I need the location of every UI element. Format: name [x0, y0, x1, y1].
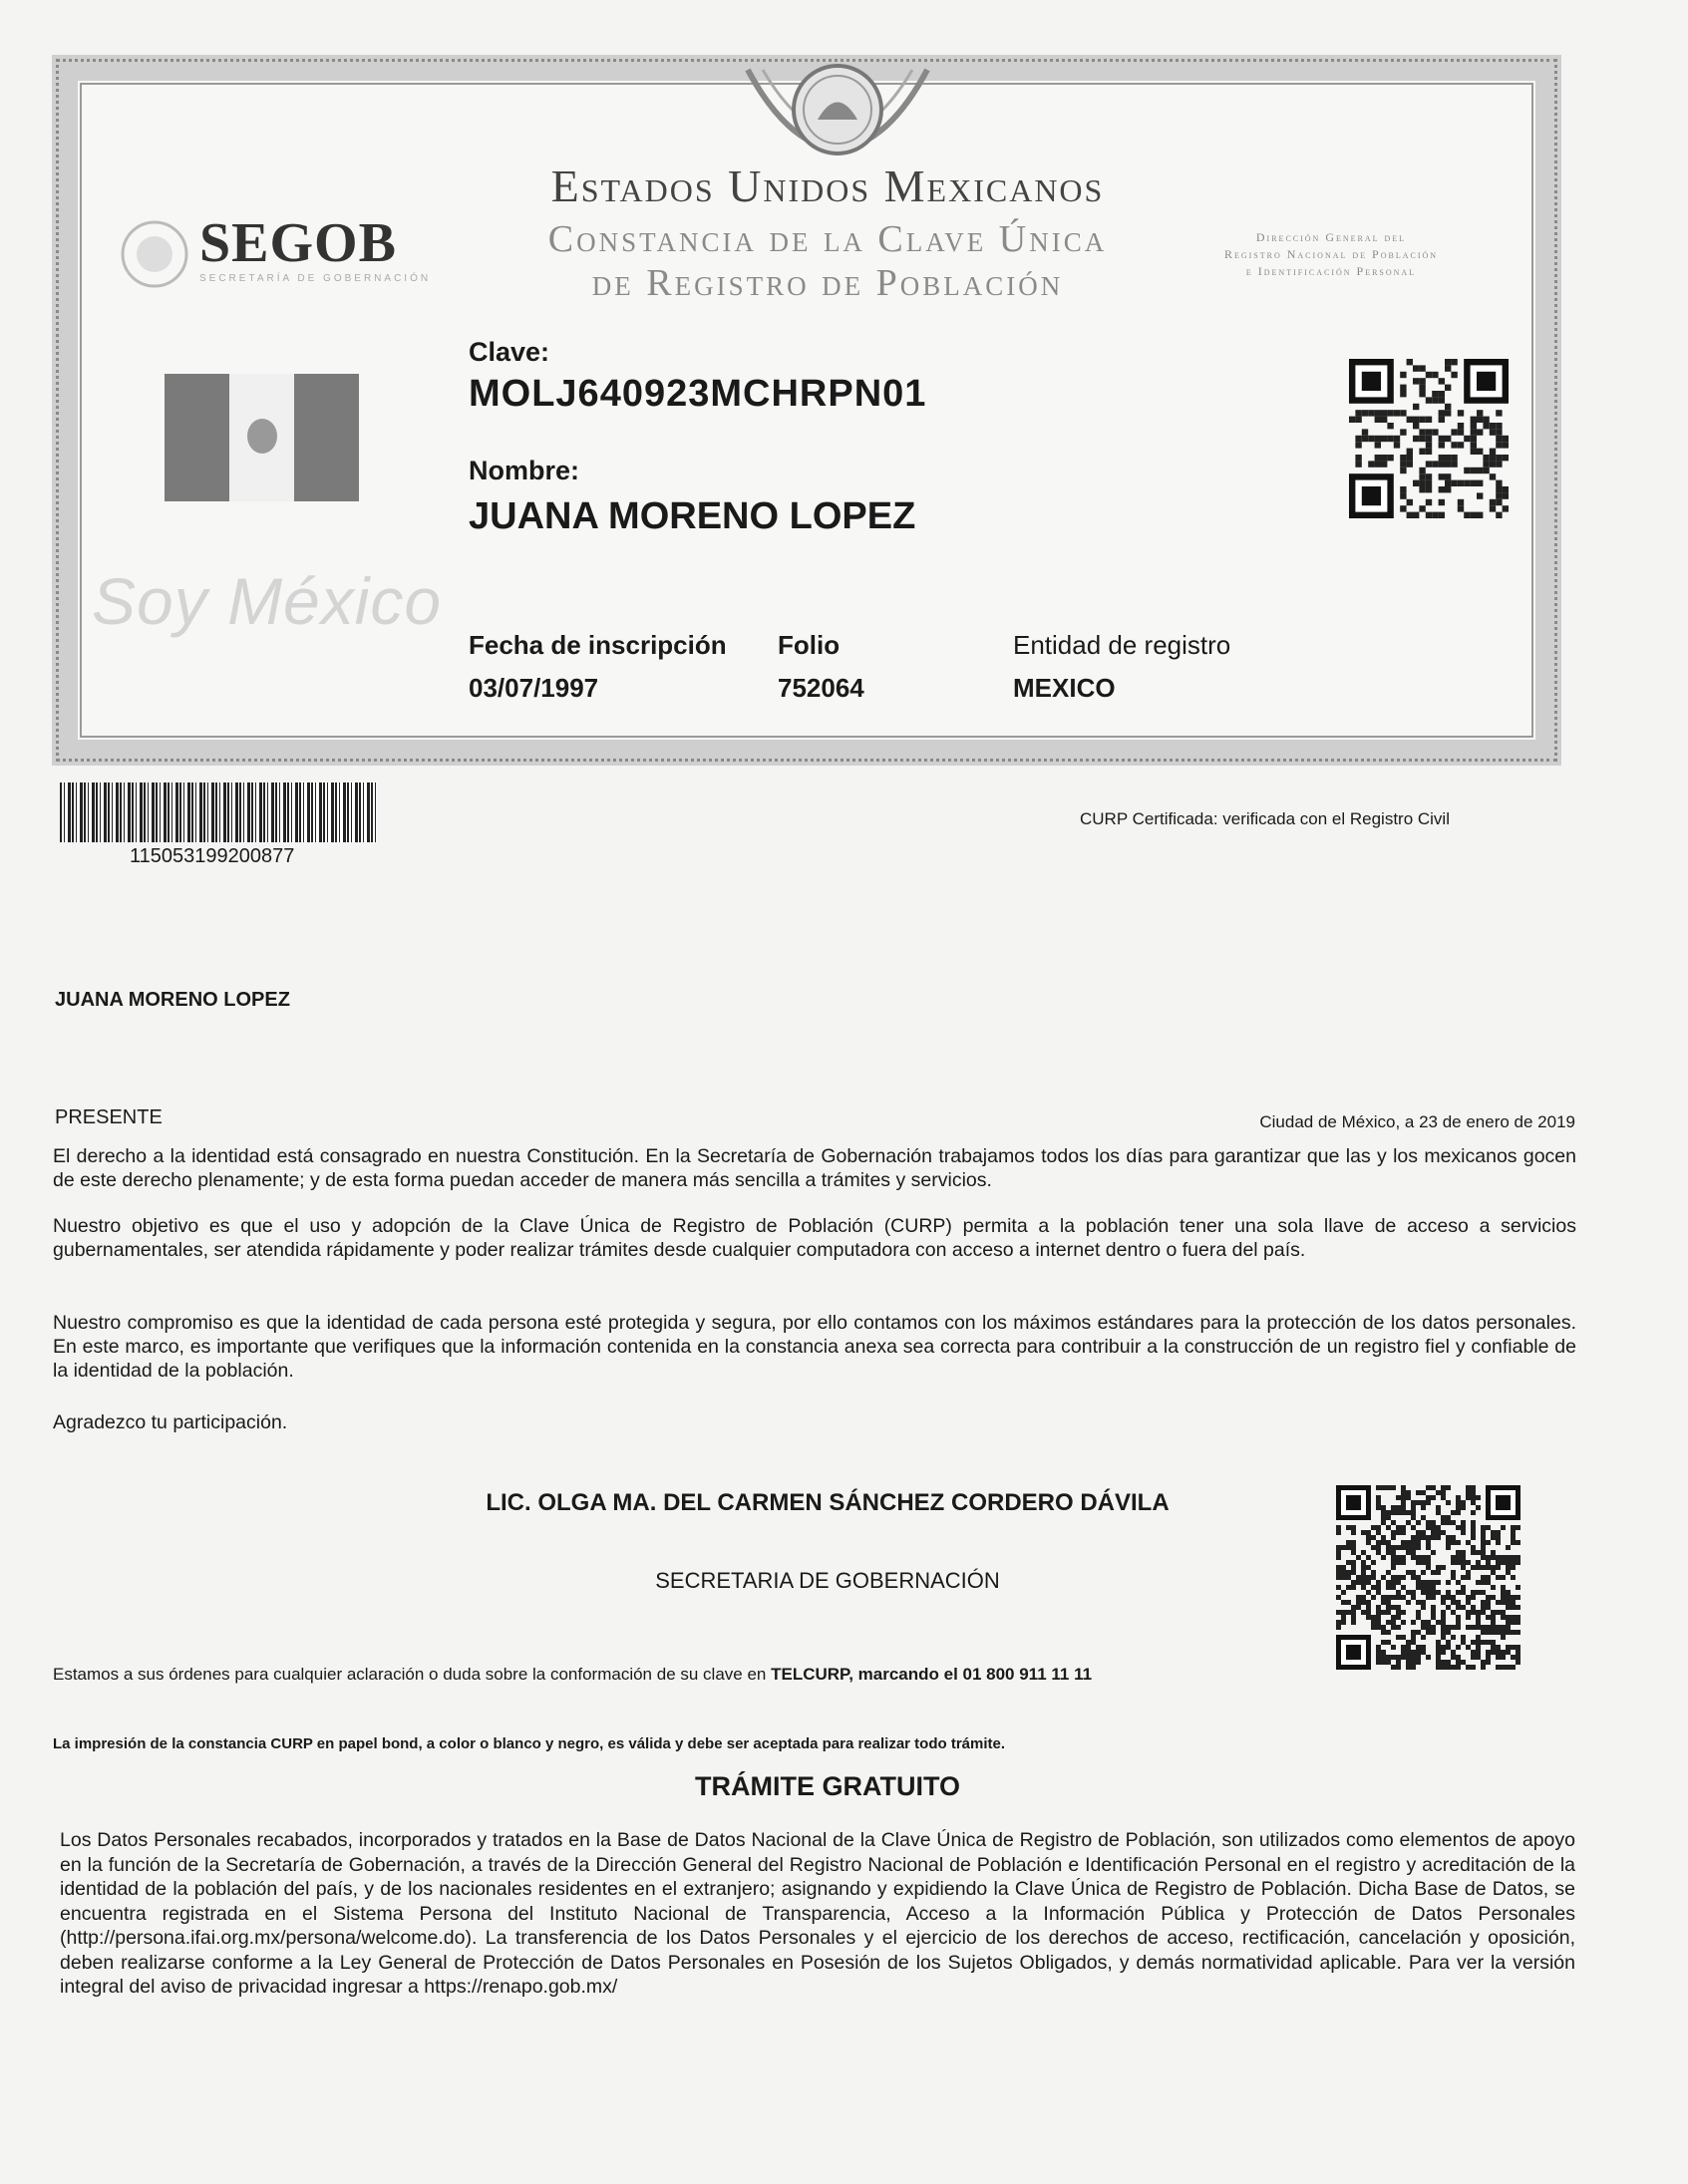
doc-title-line2: de Registro de Población — [591, 262, 1064, 304]
contact-line — [53, 1665, 1092, 1685]
segob-emblem-icon — [110, 214, 199, 294]
fecha-label: Fecha de inscripción — [469, 630, 727, 660]
barcode-number: 115053199200877 — [130, 845, 295, 867]
nombre-label: Nombre: — [469, 456, 580, 485]
folio-value: 752064 — [778, 673, 864, 703]
slogan-watermark: Soy México — [92, 564, 443, 638]
letter-paragraph-1: El derecho a la identidad está consagrado en nuestra Constitución. En la Secretaría de Gobernación trabajamos todos los días para garantizar que las y los mexicanos gocen de este derecho plenamente; y de esta forma puedan acceder de manera más sencilla a trámites y servicios. — [53, 1145, 1576, 1191]
letter-paragraph-3: Nuestro compromiso es que la identidad de cada persona esté protegida y segura, por ello contamos con los máximos estándares para la protección de los datos personales. En este marco, es importante que verifiques que la información contenida en la constancia anexa sea correcta para contribuir a la construcción de un registro fiel y confiable de la identidad de la población. — [53, 1312, 1576, 1382]
qr-code-icon — [1349, 359, 1509, 518]
letter-paragraph-2: Nuestro objetivo es que el uso y adopción de la Clave Única de Registro de Población (CURP) permita a la población tener una sola llave de acceso a servicios gubernamentales, ser atendida rápidamente y poder realizar trámites desde cualquier computadora con acceso a internet dentro o fuera del país. — [53, 1215, 1576, 1261]
direction-line3: e Identificación Personal — [1245, 264, 1417, 278]
folio-label: Folio — [778, 630, 841, 660]
validity-note: La impresión de la constancia CURP en papel bond, a color o blanco y negro, es válida y debe ser aceptada para realizar todo trámite. — [53, 1735, 1006, 1752]
doc-title-line1: Constancia de la Clave Única — [547, 218, 1108, 260]
fecha-value: 03/07/1997 — [469, 673, 599, 703]
entidad-label: Entidad de registro — [1013, 630, 1231, 660]
mexican-flag-icon — [165, 374, 359, 501]
segob-logo: SEGOB — [199, 212, 397, 274]
contact-phone: TELCURP, marcando el 01 800 911 11 11 — [771, 1665, 1093, 1684]
recipient-name: JUANA MORENO LOPEZ — [55, 989, 290, 1011]
signer-name: LIC. OLGA MA. DEL CARMEN SÁNCHEZ CORDERO DÁVILA — [486, 1489, 1170, 1516]
signer-title: SECRETARIA DE GOBERNACIÓN — [655, 1568, 1000, 1593]
clave-label: Clave: — [469, 337, 550, 367]
direction-block — [1172, 229, 1491, 280]
presente-label: PRESENTE — [55, 1106, 163, 1128]
segob-subtitle: SECRETARÍA DE GOBERNACIÓN — [199, 273, 432, 284]
direction-line1: Dirección General del — [1255, 230, 1407, 244]
contact-text: Estamos a sus órdenes para cualquier aclaración o duda sobre la conformación de su clave en — [53, 1665, 767, 1684]
free-procedure: TRÁMITE GRATUITO — [695, 1771, 960, 1801]
certified-note: CURP Certificada: verificada con el Registro Civil — [1080, 809, 1450, 828]
clave-value: MOLJ640923MCHRPN01 — [469, 373, 927, 415]
nombre-value: JUANA MORENO LOPEZ — [469, 495, 916, 537]
entidad-value: MEXICO — [1013, 673, 1116, 703]
signature-qr-code-icon — [1336, 1485, 1520, 1670]
direction-line2: Registro Nacional de Población — [1223, 247, 1439, 261]
privacy-notice: Los Datos Personales recabados, incorporados y tratados en la Base de Datos Nacional de la Clave Única de Registro de Población, son utilizados como elementos de apoyo en la función de la Secretaría de Gobernación, a través de la Dirección General del Registro Nacional de Población e Identificación Personal en el registro y acreditación de la identidad de la población del país, y de los nacionales residentes en el extranjero; asignando y expidiendo la Clave Única de Registro de Población. Dicha Base de Datos, se encuentra registrada en el Sistema Persona del Instituto Nacional de Transparencia, Acceso a la Información Pública y Protección de Datos Personales (http://persona.ifai.org.mx/persona/welcome.do). La transferencia de los Datos Personales y el ejercicio de los derechos de acceso, rectificación, cancelación y oposición, deben realizarse conforme a la Ley General de Protección de Datos Personales en Posesión de los Sujetos Obligados, y demás normatividad aplicable. Para ver la versión integral del aviso de privacidad ingresar a https://renapo.gob.mx/ — [60, 1829, 1575, 1998]
coat-of-arms-icon — [738, 50, 937, 159]
thanks: Agradezco tu participación. — [53, 1411, 288, 1433]
barcode-icon — [60, 782, 377, 842]
place-date: Ciudad de México, a 23 de enero de 2019 — [1259, 1112, 1575, 1131]
country-title: Estados Unidos Mexicanos — [550, 160, 1105, 211]
